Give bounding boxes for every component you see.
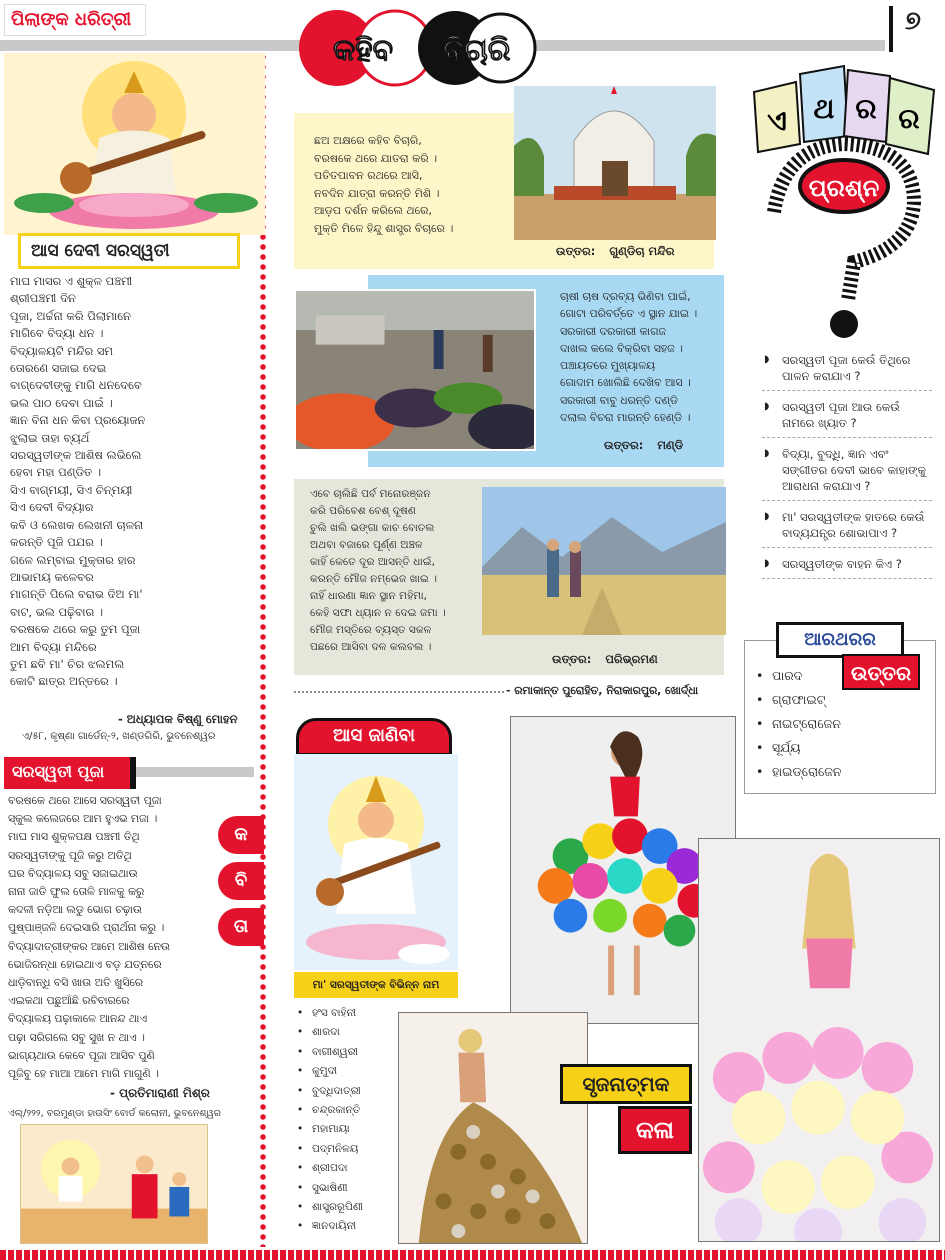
kabita-letter-2: ବି — [218, 862, 264, 900]
name-item: • ପଦ୍ମନିଳୟ — [294, 1140, 404, 1159]
name-item: • ଜ୍ଞାନଦାୟିନୀ — [294, 1217, 404, 1236]
riddle2-answer-label: ଉତ୍ତର: — [604, 438, 644, 452]
question-item: ◗ ସରସ୍ୱତୀ ପୂଜା କେଉଁ ତିଥିରେ ପାଳନ କରାଯାଏ ? — [762, 352, 932, 391]
kabita-letter-1: କ — [218, 816, 264, 854]
question-item: ◗ ସରସ୍ୱତୀ ପୂଜା ଆଉ କେଉଁ ନାମରେ ଖ୍ୟାତ ? — [762, 399, 932, 438]
questions-title-graphic — [744, 62, 940, 342]
market-photo — [294, 289, 536, 451]
name-item: • ଚନ୍ଦ୍ରକାନ୍ତି — [294, 1101, 404, 1120]
riddle3-answer-value: ପରିଭ୍ରମଣ — [605, 652, 658, 666]
poem2-title-rule — [136, 767, 254, 777]
poem1-author: - ଅଧ୍ୟାପକ ବିଷ୍ଣୁ ମୋହନ — [118, 712, 238, 726]
poem2-address: ଏଲ୍/୨୨୨, ବରମୁଣ୍ଡା ହାଉସିଂ ବୋର୍ଡ କଲୋନୀ, ଭୁବନେଶ୍ୱର — [8, 1108, 221, 1119]
know-subtitle: ମା' ସରସ୍ୱତୀଙ୍କ ବିଭିନ୍ନ ନାମ — [294, 972, 458, 998]
questions-label: ପ୍ରଶ୍ନ — [808, 174, 880, 202]
poem1-title: ଆସ ଦେବୀ ସରସ୍ୱତୀ — [31, 241, 170, 261]
section-word-1: କହିବ — [332, 33, 394, 68]
question-item: ◗ ମା' ସରସ୍ୱତୀଙ୍କ ହାତରେ କେଉଁ ବାଦ୍ୟଯନ୍ତ୍ର ଶୋଭାପାଏ ? — [762, 509, 932, 548]
riddle1-answer-value: ଗୁଣ୍ଡିଚା ମନ୍ଦିର — [609, 244, 675, 258]
question-item: ◗ ସରସ୍ୱତୀଙ୍କ ବାହନ କିଏ ? — [762, 556, 932, 579]
name-item: • ଶାସ୍ତ୍ରରୂପିଣୀ — [294, 1198, 404, 1217]
names-list — [294, 1004, 404, 1237]
saraswati-image-2 — [294, 754, 458, 970]
poem2-title: ସରସ୍ୱତୀ ପୂଜା — [12, 762, 105, 781]
answer-item: • ସୂର୍ଯ୍ୟ — [752, 736, 932, 760]
riddle-credit-rule — [294, 691, 504, 693]
poem1-address: ଏ/୫୮, କୃଷ୍ଣା ଗାର୍ଡେନ୍-୨, ଖଣ୍ଡଗିରି, ଭୁବନେଶ୍ୱର — [22, 731, 216, 742]
answer-item: • ଗ୍ରାଫାଇଟ୍ — [752, 688, 932, 712]
poem1-title-box — [18, 233, 240, 269]
art-title-2: କଳା — [618, 1106, 692, 1154]
answer-item: • ପାରଦ — [752, 664, 932, 688]
section-title — [297, 8, 537, 88]
questions-list — [762, 352, 932, 587]
kabita-letter-3: ତା — [218, 908, 264, 946]
riddle1-answer-label: ଉତ୍ତର: — [556, 244, 596, 258]
kabita-tag — [218, 816, 264, 956]
know-title: ଆସ ଜାଣିବା — [333, 725, 415, 746]
temple-photo — [514, 86, 716, 240]
name-item: • ମହାମାୟା — [294, 1120, 404, 1139]
question-item: ◗ ବିଦ୍ୟା, ବୁଦ୍ଧି, ଜ୍ଞାନ ଏବଂ ସଙ୍ଗୀତର ଦେବୀ ଭାବେ କାହାଙ୍କୁ ଆରାଧନା କରାଯାଏ ? — [762, 446, 932, 501]
riddle2-answer-value: ମଣ୍ଡି — [657, 438, 684, 452]
question-letter-2: ଥ — [813, 92, 835, 125]
section-word-2: ବିଚାରି — [443, 33, 511, 68]
name-item: • କୁମୁଦୀ — [294, 1062, 404, 1081]
name-item: • ବୁଦ୍ଧିଦାତ୍ରୀ — [294, 1082, 404, 1101]
name-item: • ଶାରଦା — [294, 1023, 404, 1042]
riddle2-text: ଚାଷୀ ଚାଷ ଦ୍ରବ୍ୟ ଭିଣିବା ପାଇଁ, ଗୋଟା ପରିବର୍ତ୍ତେ ଏ ସ୍ଥାନ ଯାଇ । ସରକାରୀ ଦରକାରୀ କାଗଜ ଦାଖଲ କଲେ ବିକ୍ରିବା ସହଜ । ପଞ୍ଚାୟତରେ ମୁଖ୍ୟାଳୟ ଗୋଦାମ ଖୋଲିଛି ଦେଖିବ ଆସ । ସରକାରୀ ବାବୁ ଧରନ୍ତି ଦଣ୍ଡି ଦଲାଲ ବିଚରା ମାରନ୍ତି ହେଣ୍ଡି । — [560, 290, 698, 425]
riddle3-answer — [552, 652, 658, 667]
name-item: • ବାଗୀଶ୍ୱରୀ — [294, 1043, 404, 1062]
page-number-divider — [889, 6, 893, 52]
brand-text: ପିଲାଙ୍କ ଧରିତ୍ରୀ — [11, 9, 132, 30]
riddle3-answer-label: ଉତ୍ତର: — [552, 652, 592, 666]
travel-photo — [482, 487, 726, 635]
name-item: • ହଂସ ବାହିନୀ — [294, 1004, 404, 1023]
riddle3-text: ଏବେ ଚାଲିଛି ପର୍ବ ମନୋରଞ୍ଜନ କରି ପରିବେଶ ବେଶ୍ ଦୂଷଣ ଚୁଲି ଖଲି ଭଙ୍ଗା କାଚ ବୋତଲ ଅଥବା ବଜାରେ ପୂର୍ଣ୍ଣ ଅଞ୍ଚଳ କାହିଁ କେତେ ଦୂର ଆସନ୍ତି ଧାଇଁ, କରନ୍ତି ମୌଜ ନମ୍ଭେଜ ଖାଇ । ନାହିଁ ଧାରଣା ଜ୍ଞାନ ସ୍ଥାନ ମହିମା, କେହି ସଫା ଧ୍ୟାନ ନ ଦେଇ ଜମା । ମୌଜ ମସ୍ତିରେ ବ୍ୟସ୍ତ ସକଳ ପଛରେ ଆସିବା ଦଳ କଲବଲ । — [310, 488, 446, 653]
riddle2-answer — [604, 438, 683, 453]
answers-title-1: ଆରଥରର — [776, 622, 904, 658]
know-title-box — [296, 718, 452, 756]
cotton-dress-art — [698, 838, 940, 1242]
page-number: ୭ — [905, 6, 921, 36]
poem2-author: - ପ୍ରତିମାରାଣୀ ମିଶ୍ର — [110, 1086, 210, 1100]
coin-dress-art — [398, 1012, 588, 1244]
answer-item: • ନାଇଟ୍ରୋଜେନ — [752, 712, 932, 736]
question-letter-1: ଏ — [767, 104, 787, 137]
poem1-body: ମାଘ ମାସର ଏ ଶୁକ୍ଳ ପଞ୍ଚମୀ ଶ୍ରୀପଞ୍ଚମୀ ଦିନ ପୂଜା, ଅର୍ଚ୍ଚନା କରି ପିଲାମାନେ ମାଗିବେ ବିଦ୍ୟା ଧନ । ବିଦ୍ୟାଳୟଟି ମନ୍ଦିର ସମ ତୋରଣେ ସଜାଇ ଦେଇ ବାଗ୍‌ଦେବୀଙ୍କୁ ମାଗି ଧନଦେବେ ଭଲ ପାଠ ଦେବା ପାଇଁ । ଜ୍ଞାନ ବିନା ଧନ କିବା ପ୍ରୟୋଜନ ଝୁଲାଇ ତାହା ବ୍ୟର୍ଥ ସରସ୍ୱତୀଙ୍କ ଆଶିଷ ଲଭିଲେ ହେବା ମହା ପଣ୍ଡିତ । ସିଏ ବାଗ୍‌ମୟୀ, ସିଏ ଚିନ୍ମୟୀ ସିଏ ଦେବୀ ବିଦ୍ୟାର କବି ଓ ଲେଖକ ଲେଖନୀ ଚାଳନା କରନ୍ତି ପୂଜି ପଯର । ଗଳେ ଲମ୍ବାଇ ମୁକ୍ତାର ହାର ଆଭାମୟ କଳେବର ମାଗନ୍ତି ପିଲେ ବରାଭ ଦିଅ ମା' ବାଟ, ଭଲ ପଢ଼ିବାର । ବରଷକେ ଥରେ କରୁ ତୁମ ପୂଜା ଆମ ବିଦ୍ୟା ମନ୍ଦିରେ ତୁମ ଛବି ମା' ଚିର ଝଲମଲ କୋଟି ଛାତ୍ର ଅନ୍ତରେ । — [10, 274, 146, 689]
saraswati-photo — [4, 53, 265, 235]
riddle1-text: ଛଅ ଅକ୍ଷରେ କହିବ ବିଚାରି, ବରଷକେ ଥରେ ଯାତରା କରି । ପତିତପାବନ ରଥରେ ଆସି, ନବଦିନ ଯାତ୍ରା କରନ୍ତି ମିଶି । ଆଡ଼ପ ଦର୍ଶନ କରିଲେ ଥରେ, ମୁକ୍ତି ମିଳେ ହିନ୍ଦୁ ଶାସ୍ତ୍ର ବିଚାରେ । — [314, 134, 454, 235]
brand-logo — [4, 4, 146, 36]
poem2-body: ବରଷକେ ଥରେ ଆସେ ସରସ୍ୱତୀ ପୂଜା ସ୍କୁଲ କଲେଜରେ ଆମ ହୁଏଭ ମଜା । ମାଘ ମାସ ଶୁକ୍ଳପକ୍ଷ ପଞ୍ଚମୀ ତିଥି ସରସ୍ୱତୀଙ୍କୁ ପୂଜି କରୁ ଅତିଥି ଘର ବିଦ୍ୟାଳୟ ସବୁ ସଜାଇଥାଉ ନାନା ଜାତି ଫୁଲ ତୋଳି ମାଳକୁ କରୁ କଦଳୀ ନଡ଼ିଆ ଲଡୁ ଭୋଗ ଚଢ଼ାଉ ପୁଷ୍ପାଞ୍ଜଳି ଦେଇସାରି ପ୍ରାର୍ଥନା କରୁ । ବିଦ୍ୟାଦାତ୍ରୀଙ୍କର ଆମେ ଆଶିଷ ନେଉ ଭୋଜିରନ୍ଧା ହୋଇଥାଏ ବଡ଼ ଯତ୍ନରେ ଧାଡ଼ିବାନ୍ଧି ବସି ଖାଉ ଅତି ଖୁସିରେ ଏଇକଥା ପଛୁଆଁଛି ରବିବାରରେ ବିଦ୍ୟାଳୟ ପଢ଼ାକାଳେ ଆନନ୍ଦ ଥାଏ ପଢ଼ା ସରିଗଲେ ସବୁ ସୁଖ ନ ଥାଏ । ଭାଗ୍ୟଥାଉ କେବେ ପୂଜା ଆସିବ ପୁଣି ପୂଜିବୁ ହେ ମାଆ ଆମେ ମାଗି ମାଗୁଣି । — [8, 794, 170, 1081]
question-letter-4: ର — [898, 102, 920, 135]
riddle-credit: - ରମାକାନ୍ତ ପୁରୋହିତ, ନିରାକାରପୁର, ଖୋର୍ଦ୍ଧା — [506, 684, 699, 697]
answers-title-2: ଉତ୍ତର — [842, 654, 920, 690]
art-title-1: ସୃଜନାତ୍ମକ — [560, 1064, 692, 1104]
poem2-title-box — [4, 757, 136, 789]
answers-list — [752, 664, 932, 784]
name-item: • ସୁଭାଷିଣୀ — [294, 1179, 404, 1198]
name-item: • ଶ୍ରୀପଦା — [294, 1159, 404, 1178]
puja-illustration — [20, 1124, 208, 1244]
footer-bar — [0, 1250, 945, 1260]
question-letter-3: ର — [855, 92, 877, 125]
answer-item: • ହାଇଡ୍ରୋଜେନ — [752, 760, 932, 784]
riddle1-answer — [556, 244, 675, 259]
